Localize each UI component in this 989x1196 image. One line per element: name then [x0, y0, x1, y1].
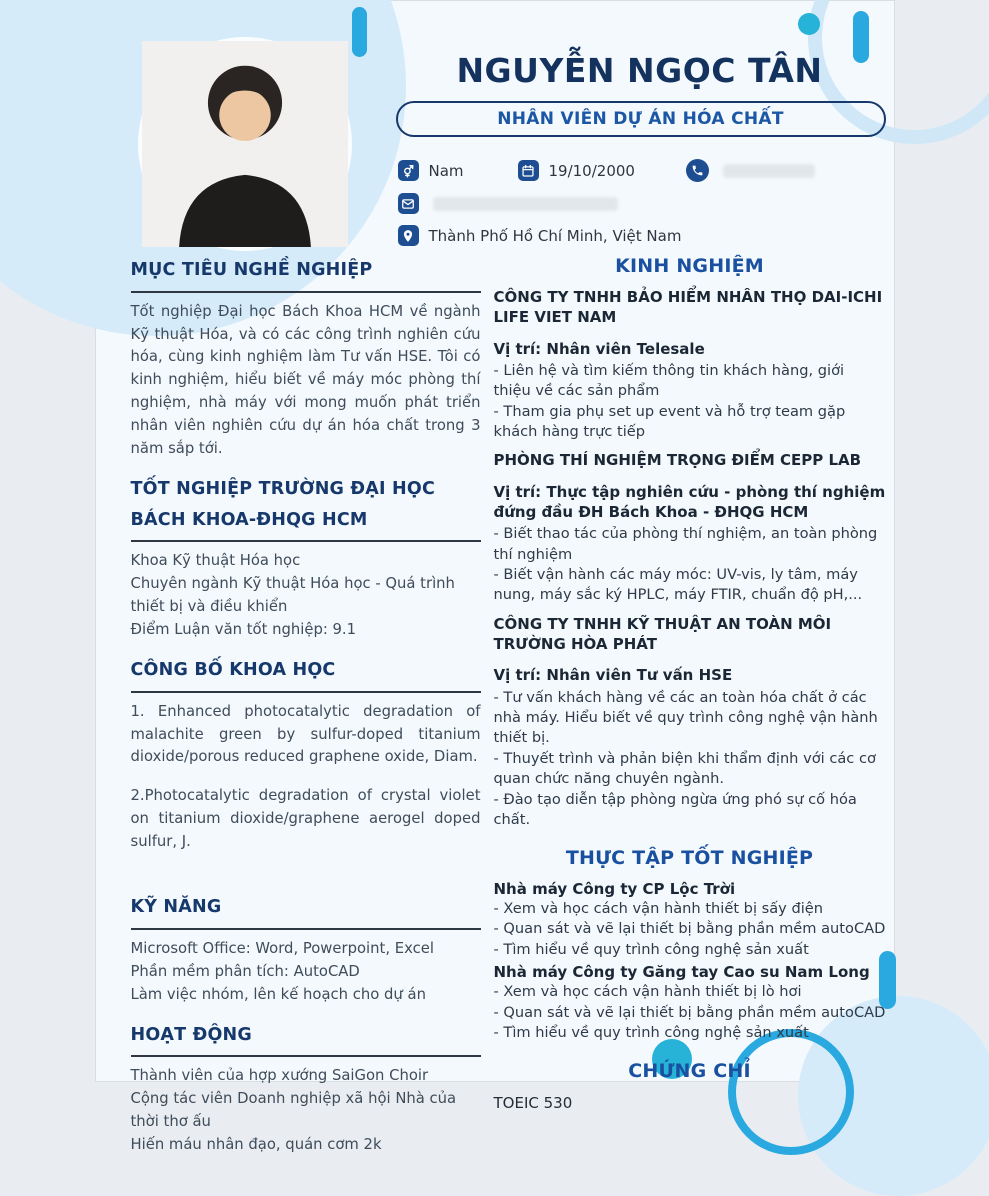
gender-value: Nam — [429, 162, 464, 180]
position-title: Vị trí: Thực tập nghiên cứu - phòng thí nghiệm đứng đầu ĐH Bách Khoa - ĐHQG HCM — [494, 482, 886, 523]
bullet: - Quan sát và vẽ lại thiết bị bằng phần mềm autoCAD — [494, 1003, 886, 1023]
publication-item: 1. Enhanced photocatalytic degradation of malachite green by sulfur-doped titanium dioxide/porous reduced graphene oxide, Diam. — [131, 701, 481, 770]
internship-heading: THỰC TẬP TỐT NGHIỆP — [494, 847, 886, 869]
company-name: CÔNG TY TNHH KỸ THUẬT AN TOÀN MÔI TRƯỜNG HÒA PHÁT — [494, 614, 886, 655]
education-heading-text: TỐT NGHIỆP TRƯỜNG ĐẠI HỌC BÁCH KHOA-ĐHQG HCM — [131, 474, 451, 535]
certificate-item: TOEIC 530 — [494, 1094, 886, 1112]
experience-entry — [494, 287, 886, 442]
activity-line: Hiến máu nhân đạo, quán cơm 2k — [131, 1134, 481, 1157]
email-item — [398, 193, 618, 214]
company-name: PHÒNG THÍ NGHIỆM TRỌNG ĐIỂM CEPP LAB — [494, 450, 886, 470]
publications-heading: CÔNG BỐ KHOA HỌC — [131, 655, 481, 693]
gender-item — [398, 160, 518, 181]
internship-company: Nhà máy Công ty CP Lộc Trời — [494, 879, 886, 899]
phone-redacted — [723, 164, 815, 178]
bullet: - Tư vấn khách hàng về các an toàn hóa chất ở các nhà máy. Hiểu biết về quy trình công nghệ vận hành thiết bị. — [494, 688, 886, 749]
bullet: - Tìm hiểu về quy trình công nghệ sản xuất — [494, 1023, 886, 1043]
left-column — [131, 255, 481, 1170]
email-icon — [398, 193, 419, 214]
objective-heading: MỤC TIÊU NGHỀ NGHIỆP — [131, 255, 481, 293]
education-heading — [131, 474, 481, 542]
phone-item — [686, 159, 815, 182]
activity-line: Cộng tác viên Doanh nghiệp xã hội Nhà của thời thơ ấu — [131, 1088, 481, 1134]
info-row-2 — [398, 193, 618, 214]
position-title: Vị trí: Nhân viên Tư vấn HSE — [494, 665, 886, 685]
job-title-text: NHÂN VIÊN DỰ ÁN HÓA CHẤT — [497, 109, 784, 129]
location-pin-icon — [398, 225, 419, 246]
section-objective — [131, 255, 481, 461]
cv-page — [95, 0, 895, 1082]
section-skills — [131, 892, 481, 1006]
info-row-1 — [398, 159, 815, 182]
location-item — [398, 225, 682, 246]
job-title-badge — [396, 101, 886, 137]
section-activities — [131, 1020, 481, 1157]
candidate-name: NGUYỄN NGỌC TÂN — [394, 51, 886, 90]
bullet: - Xem và học cách vận hành thiết bị lò hơi — [494, 982, 886, 1002]
activities-heading: HOẠT ĐỘNG — [131, 1020, 481, 1058]
bullet: - Biết thao tác của phòng thí nghiệm, an toàn phòng thí nghiệm — [494, 524, 886, 565]
phone-icon — [686, 159, 709, 182]
skills-heading: KỸ NĂNG — [131, 892, 481, 930]
experience-entry — [494, 450, 886, 605]
skill-line: Phần mềm phân tích: AutoCAD — [131, 961, 481, 984]
email-redacted — [433, 197, 618, 211]
skill-line: Microsoft Office: Word, Powerpoint, Excel — [131, 938, 481, 961]
bullet: - Biết vận hành các máy móc: UV-vis, ly tâm, máy nung, máy sắc ký HPLC, máy FTIR, chuẩn độ pH,... — [494, 565, 886, 606]
objective-text: Tốt nghiệp Đại học Bách Khoa HCM về ngành Kỹ thuật Hóa, và có các công trình nghiên cứu hóa, cùng kinh nghiệm làm Tư vấn HSE. Tôi có kinh nghiệm, hiểu biết về máy móc phòng thí nghiệm, nhà máy với mong muốn phát triển nhân viên nghiên cứu dự án hóa chất trong 3 năm sắp tới. — [131, 301, 481, 461]
profile-photo — [138, 37, 352, 251]
internship-entry — [494, 879, 886, 961]
bullet: - Thuyết trình và phản biện khi thẩm định với các cơ quan chức năng chuyên ngành. — [494, 749, 886, 790]
bullet: - Quan sát và vẽ lại thiết bị bằng phần mềm autoCAD — [494, 919, 886, 939]
education-line: Điểm Luận văn tốt nghiệp: 9.1 — [131, 619, 481, 642]
company-name: CÔNG TY TNHH BẢO HIỂM NHÂN THỌ DAI-ICHI LIFE VIET NAM — [494, 287, 886, 328]
gender-icon — [398, 160, 419, 181]
bullet: - Tìm hiểu về quy trình công nghệ sản xuất — [494, 940, 886, 960]
location-value: Thành Phố Hồ Chí Minh, Việt Nam — [429, 227, 682, 245]
certificates-heading: CHỨNG CHỈ — [494, 1060, 886, 1082]
experience-entry — [494, 614, 886, 831]
decorative-bar-top-center — [352, 7, 367, 57]
section-education — [131, 474, 481, 642]
education-line: Chuyên ngành Kỹ thuật Hóa học - Quá trình thiết bị và điều khiển — [131, 573, 481, 619]
person-silhouette — [142, 41, 348, 247]
activity-line: Thành viên của hợp xướng SaiGon Choir — [131, 1065, 481, 1088]
bullet: - Đào tạo diễn tập phòng ngừa ứng phó sự cố hóa chất. — [494, 790, 886, 831]
skill-line: Làm việc nhóm, lên kế hoạch cho dự án — [131, 984, 481, 1007]
decorative-dot-top-right — [798, 13, 820, 35]
section-publications — [131, 655, 481, 854]
bullet: - Tham gia phụ set up event và hỗ trợ team gặp khách hàng trực tiếp — [494, 402, 886, 443]
education-line: Khoa Kỹ thuật Hóa học — [131, 550, 481, 573]
internship-entry — [494, 962, 886, 1044]
publication-item: 2.Photocatalytic degradation of crystal violet on titanium dioxide/graphene aerogel doped sulfur, J. — [131, 785, 481, 854]
position-title: Vị trí: Nhân viên Telesale — [494, 339, 886, 359]
calendar-icon — [518, 160, 539, 181]
bullet: - Xem và học cách vận hành thiết bị sấy điện — [494, 899, 886, 919]
right-column — [494, 255, 886, 1112]
dob-item — [518, 160, 686, 181]
experience-heading: KINH NGHIỆM — [494, 255, 886, 277]
dob-value: 19/10/2000 — [549, 162, 635, 180]
info-row-3 — [398, 225, 682, 246]
internship-company: Nhà máy Công ty Găng tay Cao su Nam Long — [494, 962, 886, 982]
bullet: - Liên hệ và tìm kiếm thông tin khách hàng, giới thiệu về các sản phẩm — [494, 361, 886, 402]
